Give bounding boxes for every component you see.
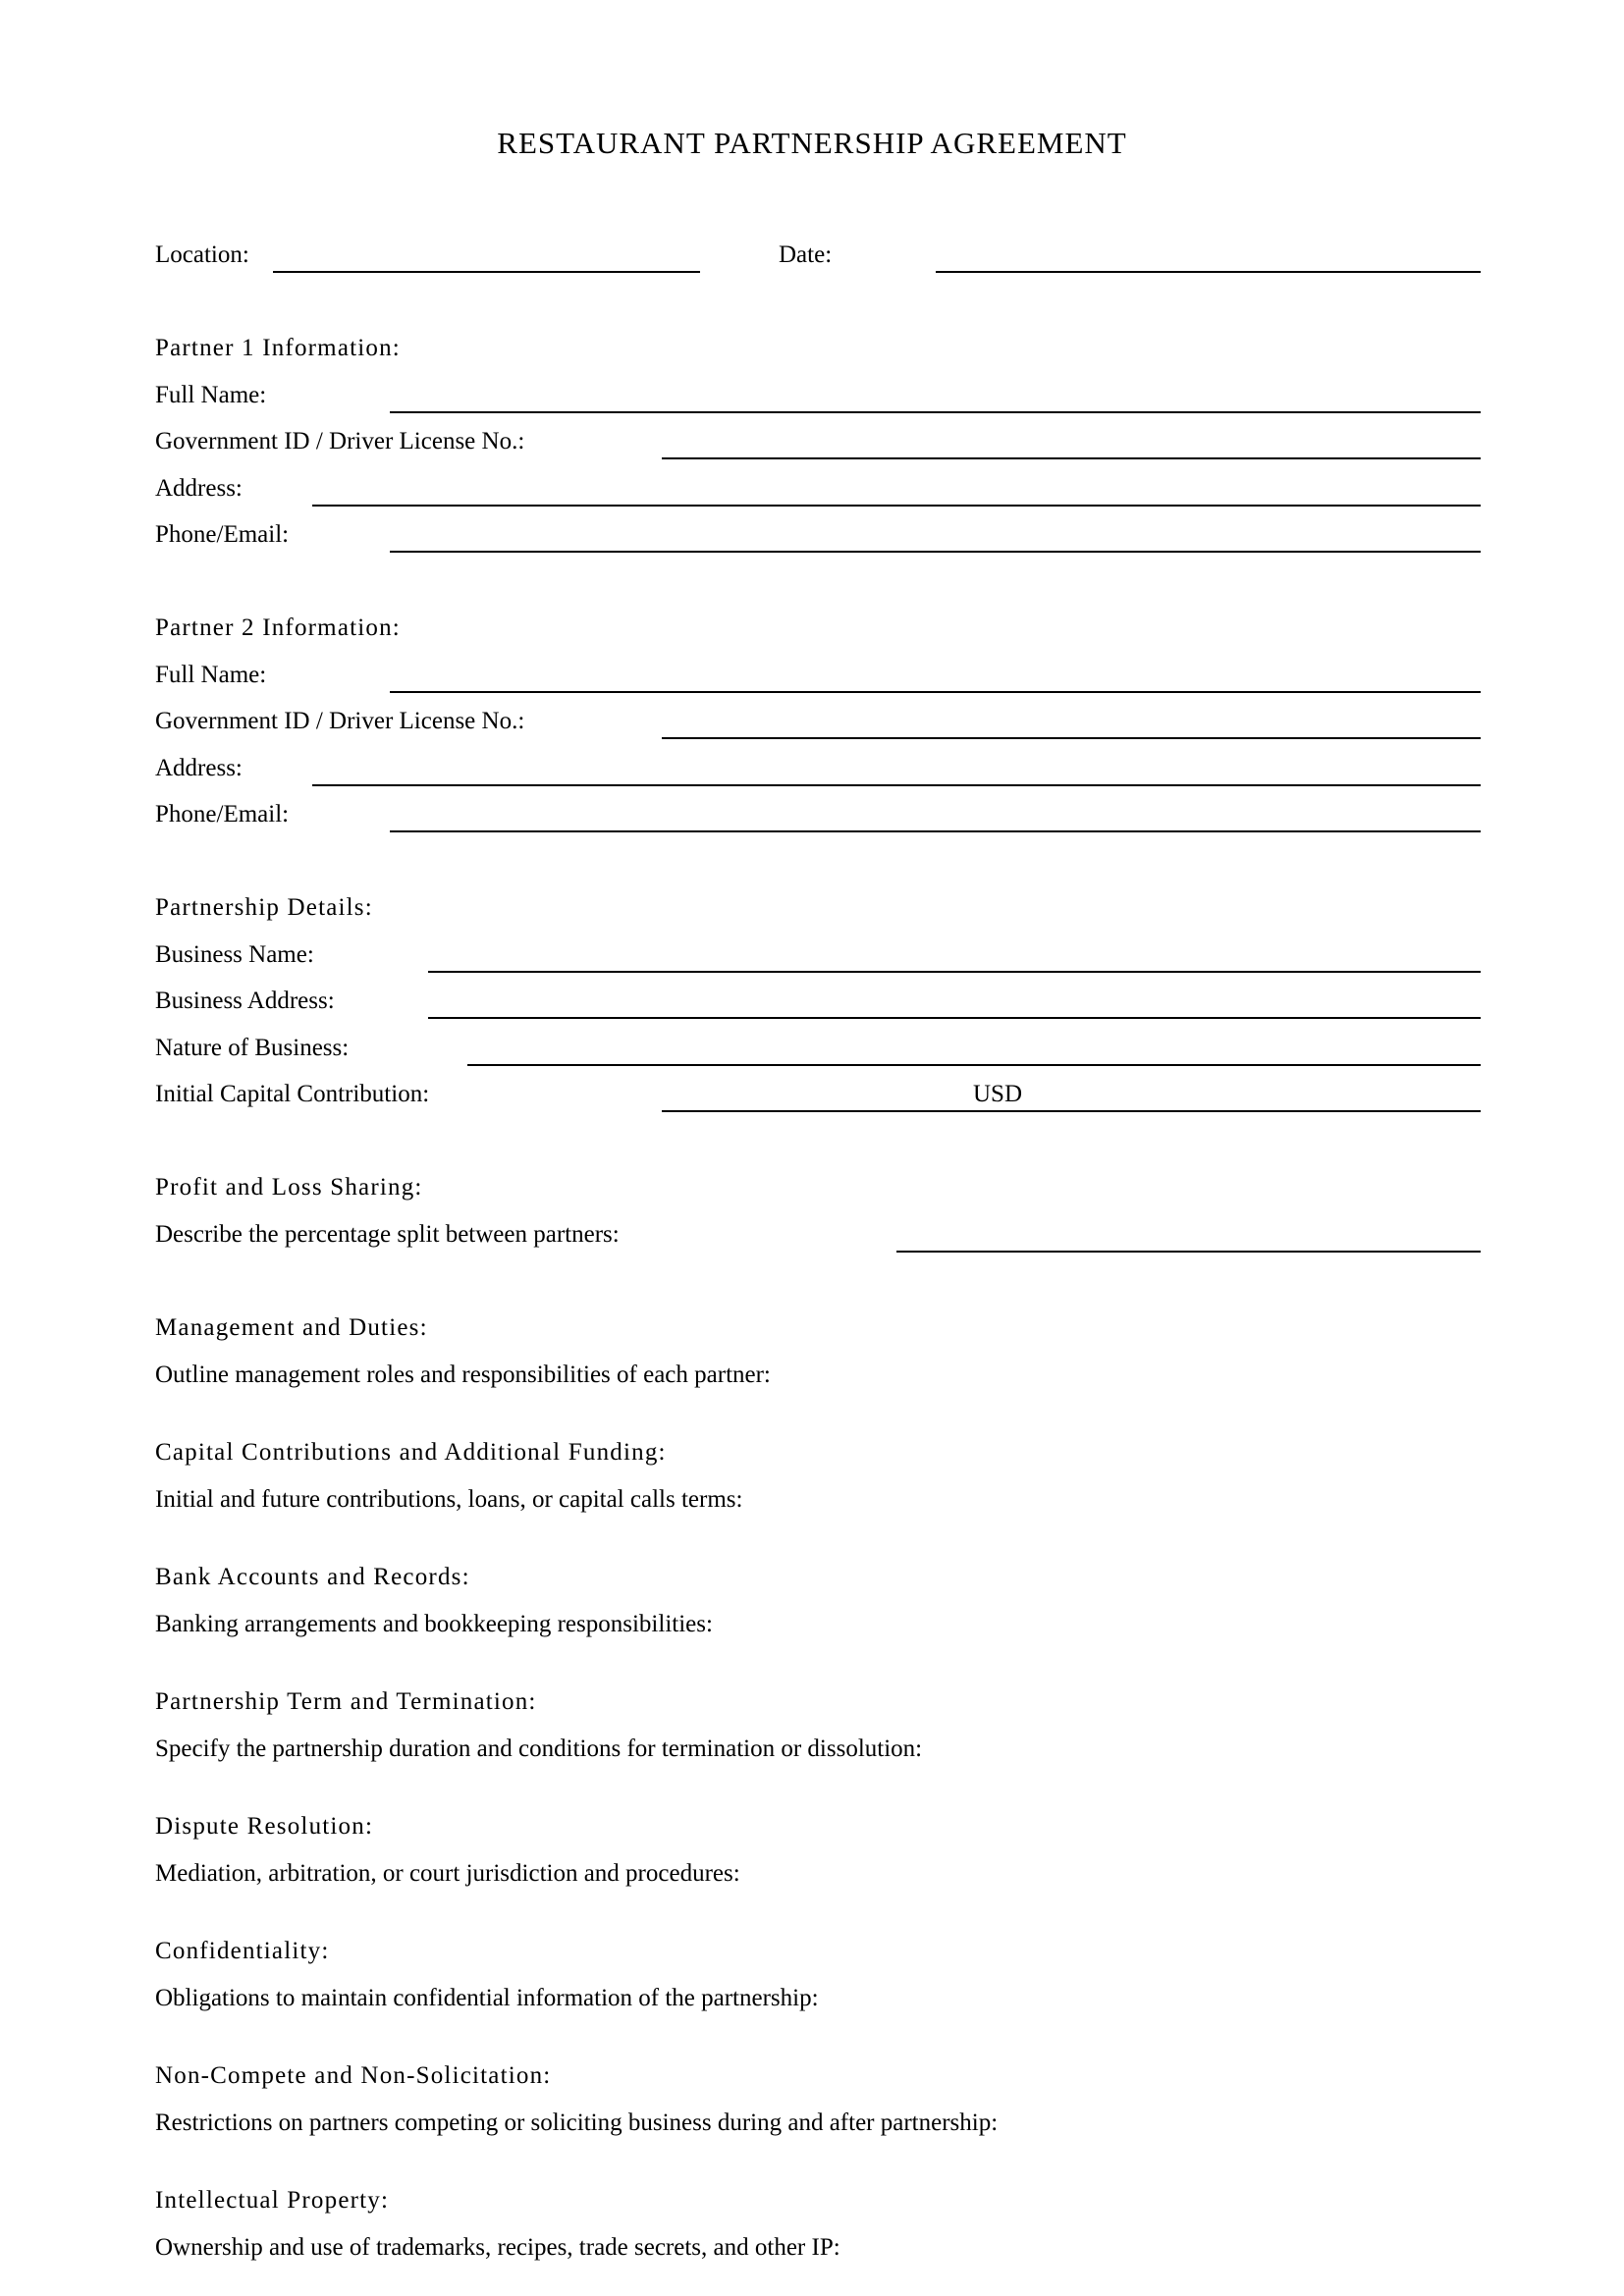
partner1-address-label: Address: — [155, 475, 243, 502]
business-address-field[interactable] — [428, 1017, 1481, 1019]
section-heading: Confidentiality: — [155, 1938, 330, 1964]
partner2-heading: Partner 2 Information: — [155, 614, 401, 641]
details-heading: Partnership Details: — [155, 894, 373, 921]
partner1-gov-id-field[interactable] — [662, 457, 1481, 459]
business-address-label: Business Address: — [155, 988, 335, 1014]
partner1-contact-label: Phone/Email: — [155, 521, 290, 548]
date-field[interactable] — [936, 271, 1481, 273]
business-name-field[interactable] — [428, 971, 1481, 973]
partner2-address-label: Address: — [155, 755, 243, 781]
partner2-full-name-label: Full Name: — [155, 662, 267, 688]
profit-split-field[interactable] — [896, 1251, 1481, 1253]
section-description: Outline management roles and responsibilities of each partner: — [155, 1362, 771, 1388]
partner1-address-field[interactable] — [312, 505, 1481, 507]
section-heading: Intellectual Property: — [155, 2187, 390, 2214]
section-description: Obligations to maintain confidential information of the partnership: — [155, 1985, 819, 2011]
profit-heading: Profit and Loss Sharing: — [155, 1174, 423, 1201]
partner1-contact-field[interactable] — [390, 551, 1481, 553]
date-label: Date: — [779, 241, 833, 268]
section-heading: Non-Compete and Non-Solicitation: — [155, 2062, 552, 2089]
section-description: Restrictions on partners competing or soliciting business during and after partnership: — [155, 2109, 999, 2136]
partner1-full-name-label: Full Name: — [155, 382, 267, 408]
partner2-full-name-field[interactable] — [390, 691, 1481, 693]
section-description: Banking arrangements and bookkeeping responsibilities: — [155, 1611, 713, 1637]
partner1-full-name-field[interactable] — [390, 411, 1481, 413]
section-heading: Capital Contributions and Additional Funding: — [155, 1439, 667, 1466]
nature-of-business-field[interactable] — [467, 1064, 1481, 1066]
page-title: RESTAURANT PARTNERSHIP AGREEMENT — [497, 126, 1127, 160]
partner2-address-field[interactable] — [312, 784, 1481, 786]
currency-label: USD — [973, 1081, 1023, 1107]
section-description: Specify the partnership duration and conditions for termination or dissolution: — [155, 1735, 923, 1762]
partner2-contact-label: Phone/Email: — [155, 801, 290, 828]
section-heading: Partnership Term and Termination: — [155, 1688, 537, 1715]
section-description: Ownership and use of trademarks, recipes, trade secrets, and other IP: — [155, 2234, 840, 2261]
partner1-gov-id-label: Government ID / Driver License No.: — [155, 428, 525, 454]
partner2-gov-id-label: Government ID / Driver License No.: — [155, 708, 525, 734]
section-description: Initial and future contributions, loans, or capital calls terms: — [155, 1486, 743, 1513]
partner2-contact-field[interactable] — [390, 830, 1481, 832]
location-field[interactable] — [273, 271, 700, 273]
nature-of-business-label: Nature of Business: — [155, 1035, 350, 1061]
profit-description: Describe the percentage split between partners: — [155, 1221, 620, 1248]
section-heading: Dispute Resolution: — [155, 1813, 374, 1840]
partner2-gov-id-field[interactable] — [662, 737, 1481, 739]
section-description: Mediation, arbitration, or court jurisdiction and procedures: — [155, 1860, 740, 1887]
capital-contribution-field[interactable] — [662, 1110, 1481, 1112]
capital-contribution-label: Initial Capital Contribution: — [155, 1081, 430, 1107]
section-heading: Management and Duties: — [155, 1314, 428, 1341]
location-label: Location: — [155, 241, 249, 268]
partner1-heading: Partner 1 Information: — [155, 335, 401, 361]
business-name-label: Business Name: — [155, 941, 314, 968]
section-heading: Bank Accounts and Records: — [155, 1564, 470, 1590]
